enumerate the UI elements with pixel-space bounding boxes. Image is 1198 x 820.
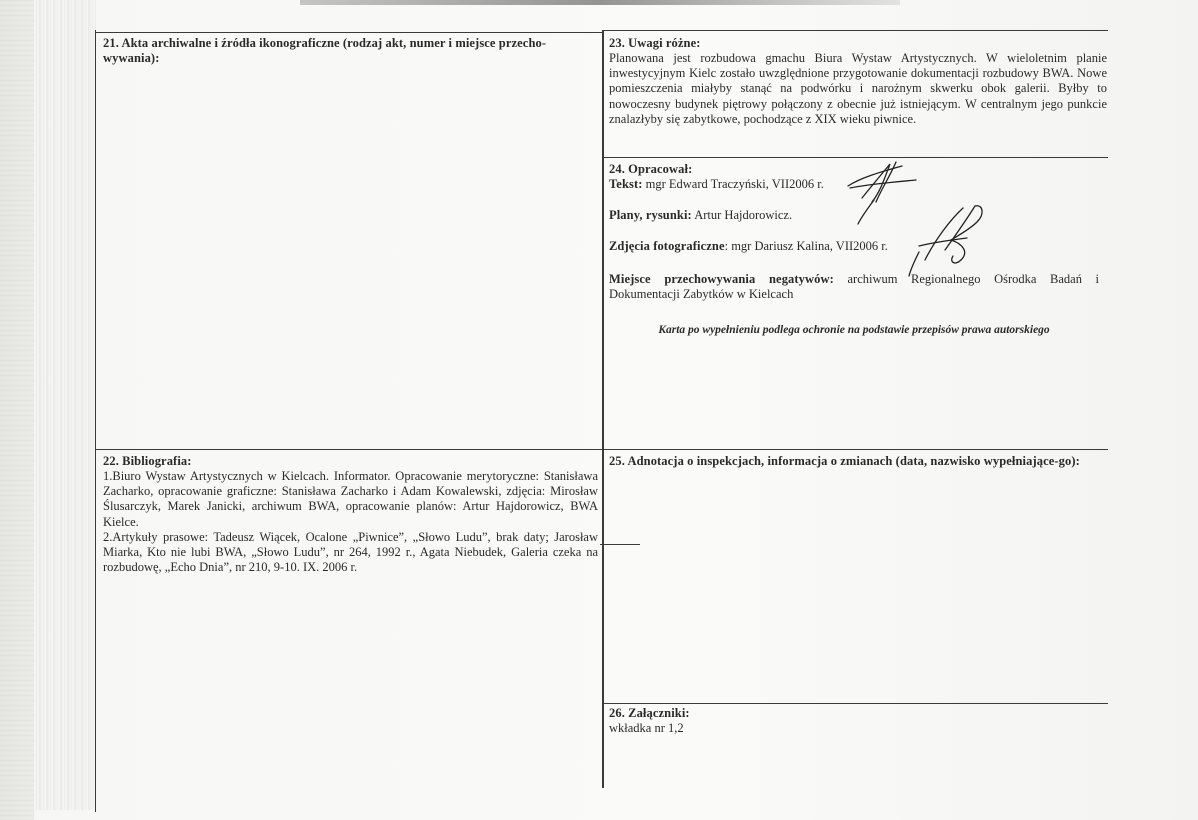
divider-25-26 [603,703,1108,704]
section-25-heading: 25. Adnotacja o inspekcjach, informacja o zmianach (data, nazwisko wypełniające-go): [609,454,1080,468]
bibliography-item-2: 2.Artykuły prasowe: Tadeusz Wiącek, Ocalone „Piwnice”, „Słowo Ludu”, brak daty; Jarosław Miarka, Kto nie lubi BWA, „Słowo Ludu”, nr 264, 1992 r., Agata Niebudek, Galeria czeka na rozbudowę, „Echo Dnia”, nr 210, 9-10. IX. 2006 r. [103,529,598,575]
section-21-heading: 21. Akta archiwalne i źródła ikonograficzne (rodzaj akt, numer i miejsce przecho-wywania): [103,36,547,65]
section-22 [103,454,598,575]
section-23-text: Planowana jest rozbudowa gmachu Biura Wystaw Artystycznych. W wieloletnim planie inwestycyjnym Kielc zostało uwzględnione przygotowanie dokumentacji rozbudowy BWA. Nowe pomieszczenia miałyby stanąć na podwórku i narożnym skwerku obok galerii. Byłby to nowoczesny budynek piętrowy połączony z obecnie już istniejącym. W centralnym jego punkcie znalazłyby się zabytkowe, pochodzące z XIX wieku piwnice. [609,51,1107,126]
divider-24-25 [603,449,1108,450]
section-26-heading: 26. Załączniki: [609,706,690,720]
negatives-location-line [609,272,1099,302]
signature-icon-2 [905,200,995,280]
plany-value: Artur Hajdorowicz. [691,208,793,223]
copyright-note: Karta po wypełnieniu podlega ochronie na podstawie przepisów prawa autorskiego [658,324,1050,337]
section-23 [609,36,1107,127]
bibliography-item-1: 1.Biuro Wystaw Artystycznych w Kielcach. Informator. Opracowanie merytoryczne: Stanisława Zacharko, opracowanie graficzne: Stanisława Zacharko i Adam Kowalewski, zdjęcia: Mirosław Ślusarczyk, Marek Janicki, archiwum BWA, opracowanie planów: Artur Hajdorowicz, BWA Kielce. [103,469,598,529]
tekst-label: Tekst: [609,177,643,191]
section-23-heading: 23. Uwagi różne: [609,36,701,50]
section-22-heading: 22. Bibliografia: [103,454,192,468]
author-photos-line [609,239,1107,254]
section-26-text: wkładka nr 1,2 [609,721,684,735]
top-border-left [95,32,603,33]
miejsce-value: archiwum Regionalnego Ośrodka Badań i Dokumentacji Zabytków w Kielcach [609,271,1100,301]
plany-label: Plany, rysunki: [609,208,692,223]
stray-mark-left [600,544,640,545]
scan-edge-shadow [36,0,96,810]
center-divider [602,30,604,788]
tekst-value: mgr Edward Traczyński, VII2006 r. [642,177,824,191]
top-border-right [603,30,1108,31]
section-26 [609,706,1099,736]
scan-edge [0,0,34,820]
scan-top-artifact [300,0,900,5]
left-border [95,30,96,812]
section-24-heading: 24. Opracował: [609,162,693,176]
zdjecia-value: : mgr Dariusz Kalina, VII2006 r. [724,239,888,254]
divider-21-22 [95,449,603,450]
miejsce-label: Miejsce przechowywania negatywów: [609,271,834,286]
zdjecia-label: Zdjęcia fotograficzne [609,239,725,254]
